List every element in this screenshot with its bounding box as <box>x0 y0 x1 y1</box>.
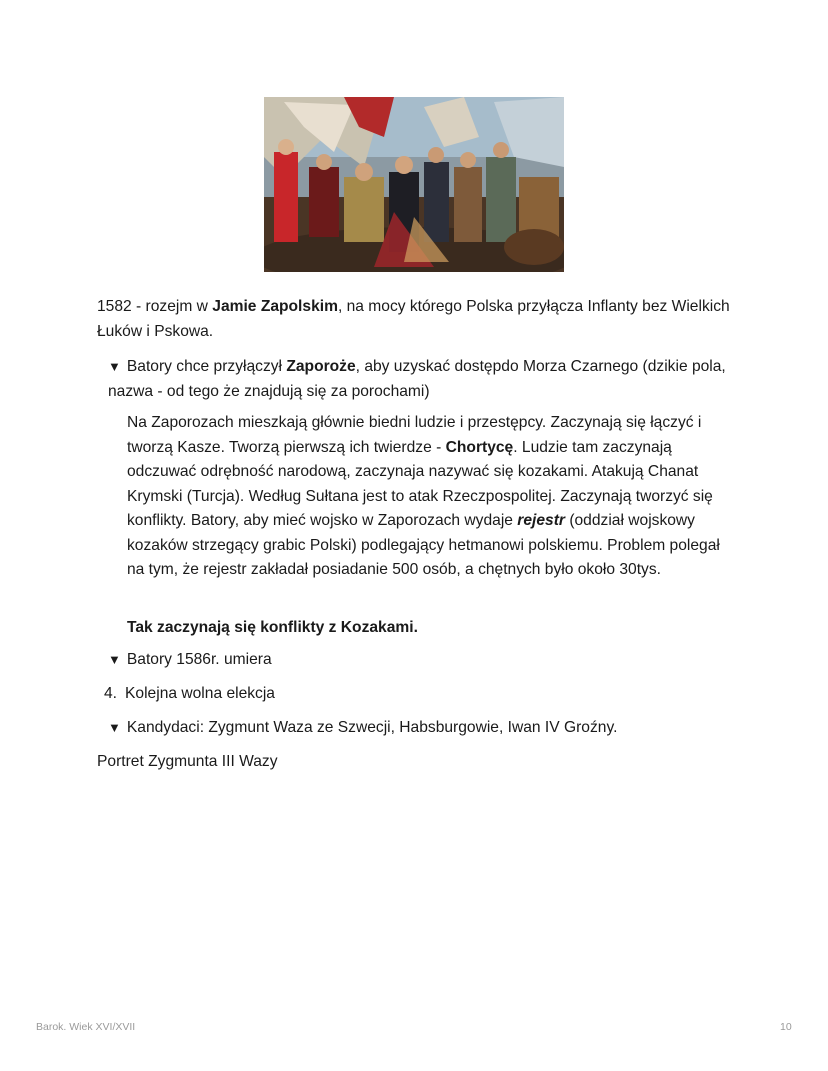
paragraph-part3: (oddział wojskowy kozaków strzegący grabic Polski) podlegający hetmanowi polskiemu. Problem polegał na tym, że rejestr zakładał posiadanie 500 osób, a chętnych było około 30tys. <box>127 512 720 578</box>
triangle-bullet-icon: ▼ <box>108 720 121 735</box>
bullet-item-zaporoze <box>108 355 728 404</box>
bullet-item-candidates <box>108 716 748 741</box>
bullet1-bold: Zaporoże <box>286 358 356 375</box>
intro-paragraph <box>97 295 737 344</box>
triangle-bullet-icon: ▼ <box>108 359 121 374</box>
intro-bold-place: Jamie Zapolskim <box>212 298 338 315</box>
numbered-item-4 <box>104 682 704 707</box>
bullet1-text-before: Batory chce przyłączył <box>126 358 287 375</box>
paragraph-bolditalic-rejestr: rejestr <box>517 512 565 529</box>
paragraph-part1: Na Zaporozach mieszkają głównie biedni ludzie i przestępcy. Zaczynają się łączyć i tworzą Kasze. Tworzą pierwszą ich twierdze - <box>127 414 702 456</box>
bullet1-text-after: , aby uzyskać dostępdo Morza Czarnego (dzikie pola, nazwa - od tego że znajdują się za porochami) <box>108 358 726 400</box>
intro-text-before: 1582 - rozejm w <box>97 298 213 315</box>
page-number: 10 <box>780 1021 792 1033</box>
conclusion-line: Tak zaczynają się konflikty z Kozakami. <box>127 619 418 636</box>
historical-painting-image <box>264 97 564 272</box>
paragraph-bold-chortyca: Chortycę <box>445 438 514 456</box>
painting-illustration <box>264 97 564 272</box>
portrait-caption: Portret Zygmunta III Wazy <box>97 753 278 770</box>
bullet2-text: Batory 1586r. umiera <box>126 651 272 668</box>
number-marker: 4. <box>104 685 118 702</box>
intro-text-after: , na mocy którego Polska przyłącza Inflanty bez Wielkich Łuków i Pskowa. <box>97 298 730 340</box>
triangle-bullet-icon: ▼ <box>108 652 121 667</box>
cossacks-paragraph <box>127 411 737 583</box>
bullet-item-batory-death <box>108 648 708 673</box>
paragraph-part2: . Ludzie tam zaczynają odczuwać odrębność narodową, zaczynaja nazywać się kozakami. Atakują Chanat Krymski (Turcja). Według Sułtana jest to atak Rzeczpospolitej. Zaczynają tworzyć się konflikty. Batory, aby mieć wojsko w Zaporozach wydaje <box>127 438 713 529</box>
footer-title: Barok. Wiek XVI/XVII <box>36 1021 136 1033</box>
num4-text: Kolejna wolna elekcja <box>125 685 275 702</box>
bullet3-text: Kandydaci: Zygmunt Waza ze Szwecji, Habsburgowie, Iwan IV Groźny. <box>126 719 618 736</box>
